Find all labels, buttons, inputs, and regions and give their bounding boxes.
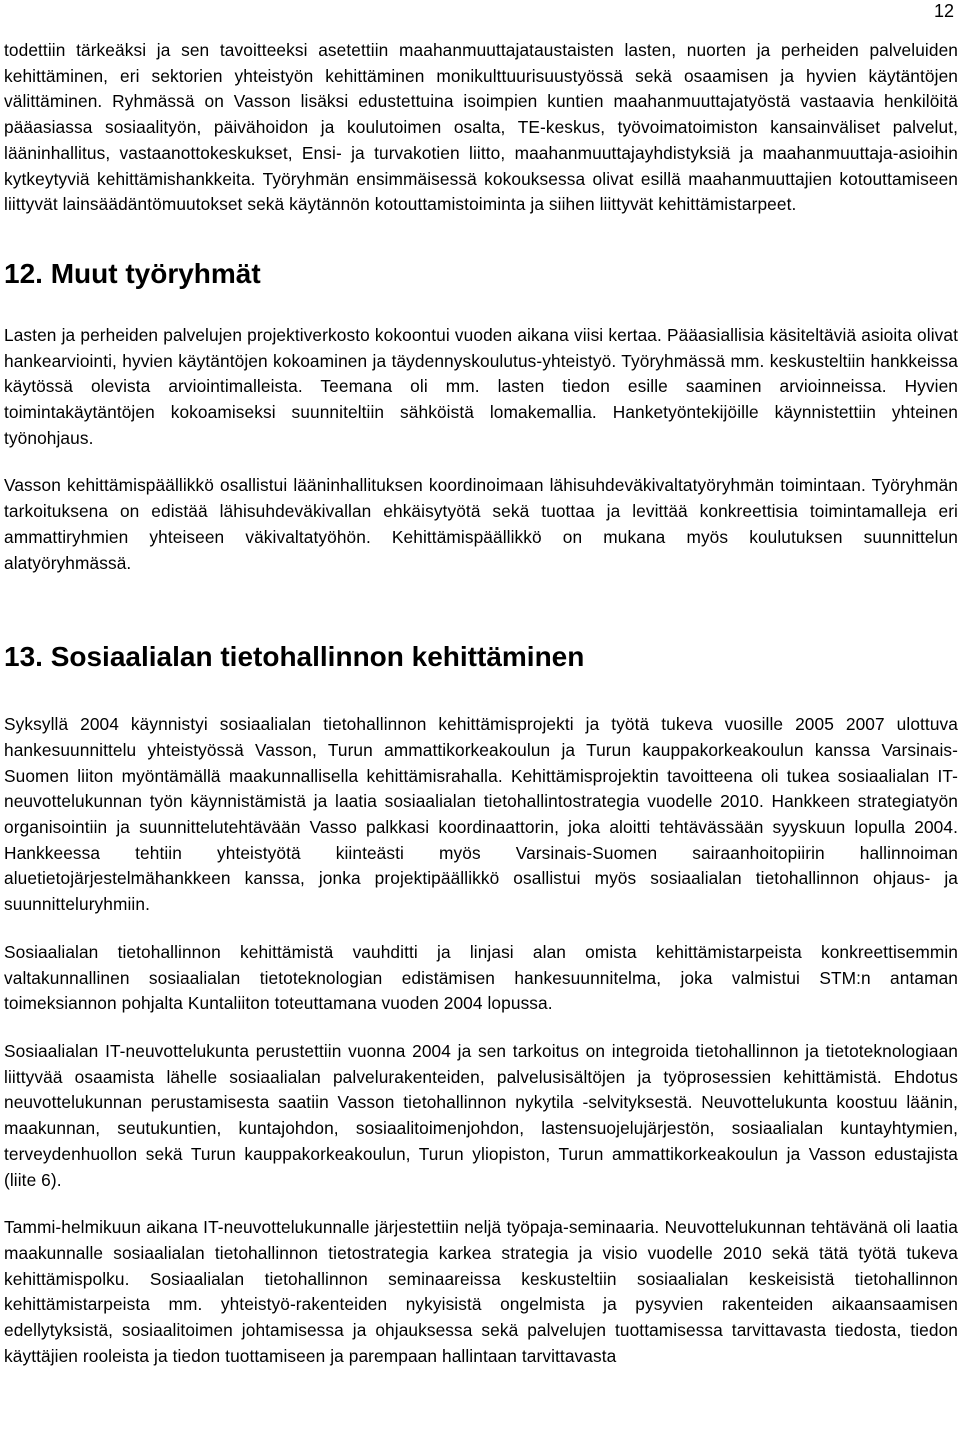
section-13-paragraph-3: Sosiaalialan IT-neuvottelukunta perustettiin vuonna 2004 ja sen tarkoitus on integroida tietohallinnon ja tietoteknologiaan liittyvää osaamista lähelle sosiaalialan palvelurakenteiden, palvelusisältöjen ja työprosessien kehittämistä. Ehdotus neuvottelukunnan perustamisesta saatiin Vasson tietohallinnon nykytila -selvityksestä. Neuvottelukunta koostuu läänin, maakunnan, seutukuntien, kuntajohdon, sosiaalitoimenjohdon, lastensuojelujärjestön, sosiaalialan kuntayhtymien, terveydenhuollon sekä Turun kauppakorkeakoulun, Turun yliopiston, Turun ammattikorkeakoulun ja Vasson edustajista (liite 6). — [4, 1040, 958, 1190]
section-13-paragraph-4: Tammi-helmikuun aikana IT-neuvottelukunnalle järjestettiin neljä työpaja-seminaaria. Neuvottelukunnan tehtävänä oli laatia maakunnalle sosiaalialan tietohallinnon tietostrategia karkea strategia ja visio vuodelle 2010 sekä tätä työtä tukeva kehittämispolku. Sosiaalialan tietohallinnon seminaareissa keskusteltiin sosiaalialan keskeisistä tietohallinnon kehittämistarpeista mm. yhteistyö-rakenteiden nykyisistä ongelmista ja pysyvien rakenteiden aikaansaamisen edellytyksistä, sosiaalitoimen johtamisessa ja ohjauksessa sekä palvelujen tuottamisessa tarvittavasta tiedosta, tiedon käyttäjien rooleista ja tiedon tuottamiseen ja parempaan hallintaan tarvittavasta — [4, 1217, 958, 1366]
intro-paragraph: todettiin tärkeäksi ja sen tavoitteeksi asetettiin maahanmuuttajataustaisten lasten, nuorten ja perheiden palveluiden kehittäminen, eri sektorien yhteistyön kehittäminen monikulttuurisuustyössä sekä osaamisen ja hyvien käytäntöjen välittäminen. Ryhmässä on Vasson lisäksi edustettuina isoimpien kuntien maahanmuuttajatyöstä vastaavia henkilöitä pääasiassa sosiaalityön, päivähoidon ja koulutoimen osalta, TE-keskus, työvoimatoimiston kansainväliset palvelut, lääninhallitus, vastaanottokeskukset, Ensi- ja turvakotien liitto, maahanmuuttajayhdistyksiä ja maahanmuuttaja-asioihin kytkeytyviä kehittämishankkeita. Työryhmän ensimmäisessä kokouksessa olivat esillä maahanmuuttajien kotouttamiseen liittyvät lainsäädäntömuutokset sekä käytännön kotouttamistoiminta ja siihen liittyvät kehittämistarpeet. — [4, 40, 958, 215]
section-12-paragraph-2: Vasson kehittämispäällikkö osallistui lääninhallituksen koordinoimaan lähisuhdeväkivaltatyöryhmän toimintaan. Työryhmän tarkoituksena on edistää lähisuhdeväkivallan ehkäisytyötä sekä tuottaa ja levittää konkreettisia toimintamalleja eri ammattiryhmien yhteiseen väkivaltatyöhön. Kehittämispäällikkö on mukana myös koulutuksen suunnittelun alatyöryhmässä. — [4, 475, 958, 573]
section-13-paragraph-2: Sosiaalialan tietohallinnon kehittämistä vauhditti ja linjasi alan omista kehittämistarpeista konkreettisemmin valtakunnallinen sosiaalialan tietoteknologian edistämisen hankesuunnitelma, joka valmistui STM:n antaman toimeksiannon pohjalta Kuntaliiton toteuttamana vuoden 2004 lopussa. — [4, 941, 958, 1014]
document-body — [4, 38, 958, 1369]
section-12-heading: 12. Muut työryhmät — [4, 257, 261, 289]
section-13-paragraph-1: Syksyllä 2004 käynnistyi sosiaalialan tietohallinnon kehittämisprojekti ja työtä tukeva vuosille 2005 2007 ulottuva hankesuunnittelu yhteistyössä Vasson, Turun ammattikorkeakoulun ja Turun kauppakorkeakoulun kanssa Varsinais-Suomen liiton myöntämällä maakunnallisella kehittämisrahalla. Kehittämisprojektin tavoitteena oli tukea sosiaalialan IT-neuvottelukunnan työn käynnistämistä ja laatia sosiaalialan tietohallintostrategia vuodelle 2010. Hankkeen strategiatyön organisointiin ja suunnittelutehtävään Vasso palkkasi koordinaattorin, joka aloitti tehtävässään syyskuun lopulla 2004. Hankkeessa tehtiin yhteistyötä kiinteästi myös Varsinais-Suomen sairaanhoitopiirin hallinnoiman aluetietojärjestelmähankkeen kanssa, jonka projektipäällikkö osallistui myös sosiaalialan tietohallinnon ohjaus- ja suunnitteluryhmiin. — [4, 714, 958, 915]
section-12-paragraph-1: Lasten ja perheiden palvelujen projektiverkosto kokoontui vuoden aikana viisi kertaa. Pääasiallisia käsiteltäviä asioita olivat hankearviointi, hyvien käytäntöjen kokoaminen ja täydennyskoulutus-yhteistyö. Työryhmässä mm. keskusteltiin hankkeissa käytössä olevista arviointimalleista. Teemana oli mm. lasten tiedon esille saaminen arvioinneissa. Hyvien toimintakäytäntöjen kokoamiseksi suunniteltiin sähköistä lomakemallia. Hanketyöntekijöille käynnistettiin yhteinen työnohjaus. — [4, 324, 958, 448]
page-number: 12 — [933, 1, 954, 21]
section-13-heading: 13. Sosiaalialan tietohallinnon kehittäminen — [4, 641, 585, 673]
